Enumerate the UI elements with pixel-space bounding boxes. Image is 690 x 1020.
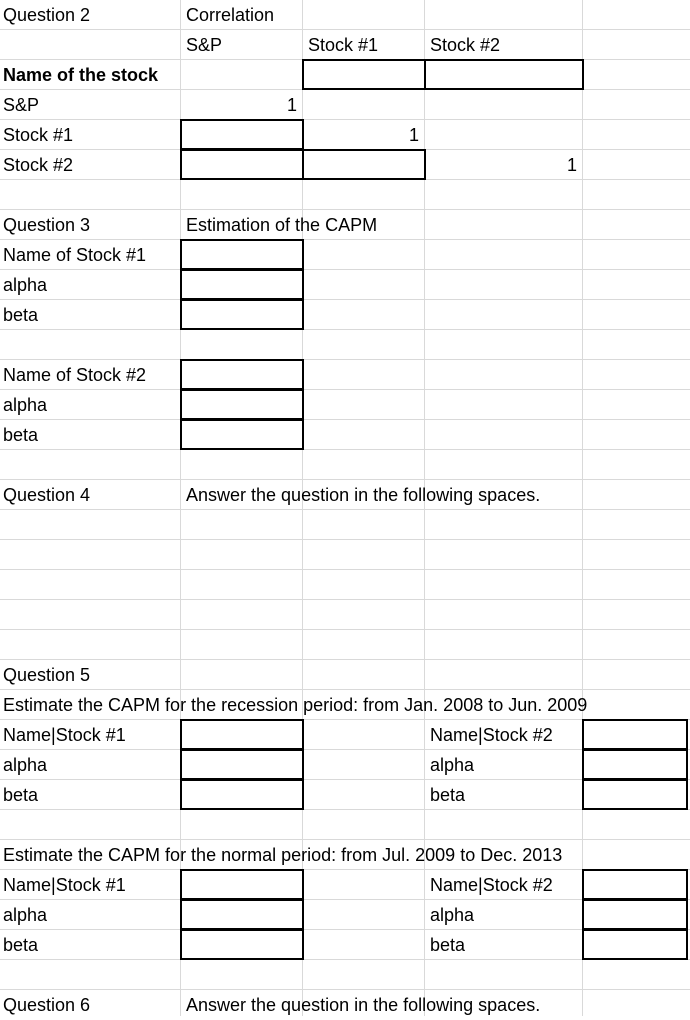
normal-stock2-alpha-label: alpha [430,905,475,925]
recession-heading: Estimate the CAPM for the recession period: from Jan. 2008 to Jun. 2009 [3,695,588,715]
stock2-beta-label: beta [3,425,39,445]
stock1-name-label: Name of Stock #1 [3,245,147,265]
row-label-stock1: Stock #1 [3,125,74,145]
question-3-label: Question 3 [3,215,91,235]
gridline-horizontal [0,449,690,450]
stock2-name-label: Name of Stock #2 [3,365,147,385]
gridline-horizontal [0,629,690,630]
q3-stock1-beta-input[interactable] [180,299,304,330]
col-header-stock1: Stock #1 [308,35,379,55]
recession-stock2-alpha-label: alpha [430,755,475,775]
normal-stock2-beta-label: beta [430,935,466,955]
capm-estimation-title: Estimation of the CAPM [186,215,378,235]
q3-stock1-alpha-input[interactable] [180,269,304,300]
normal-stock2-alpha-input[interactable] [582,899,688,930]
corr-stock1-stock1: 1 [408,125,419,145]
stock2-name-input[interactable] [424,59,584,90]
gridline-vertical [582,0,583,1016]
normal-stock1-alpha-label: alpha [3,905,48,925]
question-4-instruction: Answer the question in the following spaces. [186,485,541,505]
stock1-alpha-label: alpha [3,275,48,295]
question-5-label: Question 5 [3,665,91,685]
col-header-sp: S&P [186,35,223,55]
normal-heading: Estimate the CAPM for the normal period: from Jul. 2009 to Dec. 2013 [3,845,563,865]
gridline-horizontal [0,419,690,420]
normal-stock2-name-label: Name|Stock #2 [430,875,553,895]
corr-stock2-stock1-input[interactable] [302,149,426,180]
normal-stock2-beta-input[interactable] [582,929,688,960]
normal-stock1-name-input[interactable] [180,869,304,900]
recession-stock2-beta-label: beta [430,785,466,805]
recession-stock2-name-label: Name|Stock #2 [430,725,553,745]
corr-stock2-stock2: 1 [566,155,577,175]
recession-stock2-name-input[interactable] [582,719,688,750]
gridline-horizontal [0,299,690,300]
gridline-horizontal [0,329,690,330]
normal-stock1-alpha-input[interactable] [180,899,304,930]
recession-stock1-name-input[interactable] [180,719,304,750]
col-header-stock2: Stock #2 [430,35,501,55]
q3-stock1-name-input[interactable] [180,239,304,270]
q3-stock2-name-input[interactable] [180,359,304,390]
row-label-stock2: Stock #2 [3,155,74,175]
q3-stock2-alpha-input[interactable] [180,389,304,420]
question-6-label: Question 6 [3,995,91,1015]
normal-stock1-beta-input[interactable] [180,929,304,960]
recession-stock1-beta-input[interactable] [180,779,304,810]
recession-stock2-beta-input[interactable] [582,779,688,810]
correlation-title: Correlation [186,5,275,25]
gridline-horizontal [0,569,690,570]
gridline-horizontal [0,659,690,660]
recession-stock1-beta-label: beta [3,785,39,805]
recession-stock1-alpha-label: alpha [3,755,48,775]
question-6-instruction: Answer the question in the following spaces. [186,995,541,1015]
question-2-label: Question 2 [3,5,91,25]
stock1-beta-label: beta [3,305,39,325]
corr-stock2-sp-input[interactable] [180,149,304,180]
recession-stock1-alpha-input[interactable] [180,749,304,780]
recession-stock1-name-label: Name|Stock #1 [3,725,126,745]
stock2-alpha-label: alpha [3,395,48,415]
question-4-label: Question 4 [3,485,91,505]
stock1-name-input[interactable] [302,59,426,90]
normal-stock1-name-label: Name|Stock #1 [3,875,126,895]
gridline-horizontal [0,539,690,540]
name-of-stock-label: Name of the stock [3,65,159,85]
corr-stock1-sp-input[interactable] [180,119,304,150]
normal-stock1-beta-label: beta [3,935,39,955]
normal-stock2-name-input[interactable] [582,869,688,900]
q3-stock2-beta-input[interactable] [180,419,304,450]
row-label-sp: S&P [3,95,40,115]
corr-sp-sp: 1 [286,95,297,115]
recession-stock2-alpha-input[interactable] [582,749,688,780]
gridline-horizontal [0,599,690,600]
